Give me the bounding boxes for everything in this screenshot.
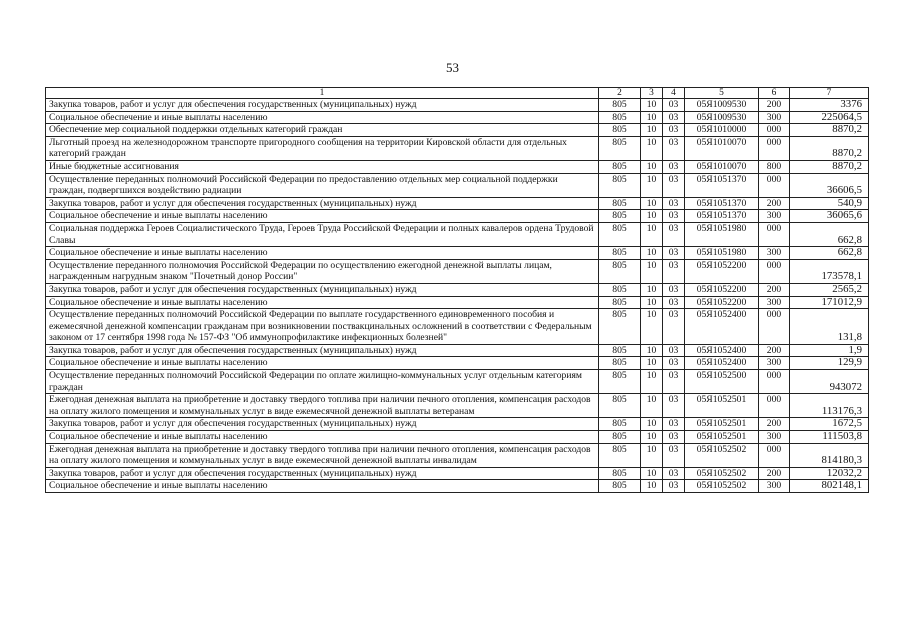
row-amount-cell: 3376 [790, 99, 869, 112]
row-expense-type-cell: 300 [759, 296, 790, 309]
row-target-article-cell: 05Я1052502 [685, 443, 759, 467]
row-section-cell: 10 [641, 418, 663, 431]
row-section-cell: 10 [641, 222, 663, 246]
row-section-cell: 10 [641, 247, 663, 260]
row-expense-type-cell: 000 [759, 136, 790, 160]
row-subsection-cell: 03 [663, 344, 685, 357]
row-amount-cell: 111503,8 [790, 431, 869, 444]
row-section-cell: 10 [641, 309, 663, 345]
row-department-cell: 805 [599, 480, 641, 493]
table-body [46, 99, 869, 493]
header-col-2: 2 [599, 88, 641, 99]
row-target-article-cell: 05Я1052400 [685, 344, 759, 357]
row-expense-type-cell: 300 [759, 111, 790, 124]
row-department-cell: 805 [599, 136, 641, 160]
row-section-cell: 10 [641, 370, 663, 394]
row-name-cell: Ежегодная денежная выплата на приобретение и доставку твердого топлива при наличии печного отопления, компенсация расходов на оплату жилого помещения и коммунальных услуг в виде ежемесячной денежной выплаты инвалидам [46, 443, 599, 467]
row-department-cell: 805 [599, 431, 641, 444]
row-target-article-cell: 05Я1051370 [685, 210, 759, 223]
row-subsection-cell: 03 [663, 99, 685, 112]
row-target-article-cell: 05Я1010070 [685, 136, 759, 160]
row-expense-type-cell: 200 [759, 197, 790, 210]
row-name-cell: Обеспечение мер социальной поддержки отдельных категорий граждан [46, 124, 599, 137]
table-row [46, 124, 869, 137]
row-department-cell: 805 [599, 418, 641, 431]
header-col-7: 7 [790, 88, 869, 99]
row-subsection-cell: 03 [663, 443, 685, 467]
row-subsection-cell: 03 [663, 357, 685, 370]
budget-table-container [45, 87, 868, 493]
table-row [46, 431, 869, 444]
row-expense-type-cell: 000 [759, 443, 790, 467]
row-department-cell: 805 [599, 210, 641, 223]
row-amount-cell: 12032,2 [790, 467, 869, 480]
row-target-article-cell: 05Я1009530 [685, 99, 759, 112]
row-expense-type-cell: 300 [759, 210, 790, 223]
row-department-cell: 805 [599, 111, 641, 124]
row-department-cell: 805 [599, 309, 641, 345]
row-department-cell: 805 [599, 247, 641, 260]
row-amount-cell: 662,8 [790, 247, 869, 260]
row-section-cell: 10 [641, 99, 663, 112]
row-name-cell: Иные бюджетные ассигнования [46, 160, 599, 173]
table-row [46, 296, 869, 309]
row-subsection-cell: 03 [663, 247, 685, 260]
row-target-article-cell: 05Я1052502 [685, 480, 759, 493]
row-amount-cell: 540,9 [790, 197, 869, 210]
row-target-article-cell: 05Я1051980 [685, 222, 759, 246]
table-row [46, 210, 869, 223]
row-subsection-cell: 03 [663, 197, 685, 210]
row-target-article-cell: 05Я1052501 [685, 431, 759, 444]
row-expense-type-cell: 300 [759, 357, 790, 370]
row-name-cell: Социальное обеспечение и иные выплаты населению [46, 111, 599, 124]
row-department-cell: 805 [599, 283, 641, 296]
row-target-article-cell: 05Я1009530 [685, 111, 759, 124]
table-row [46, 111, 869, 124]
row-section-cell: 10 [641, 357, 663, 370]
row-section-cell: 10 [641, 173, 663, 197]
row-name-cell: Социальная поддержка Героев Социалистического Труда, Героев Труда Российской Федерации и полных кавалеров ордена Трудовой Славы [46, 222, 599, 246]
table-row [46, 222, 869, 246]
row-amount-cell: 129,9 [790, 357, 869, 370]
table-row [46, 309, 869, 345]
row-amount-cell: 1,9 [790, 344, 869, 357]
row-subsection-cell: 03 [663, 210, 685, 223]
row-target-article-cell: 05Я1052200 [685, 296, 759, 309]
row-section-cell: 10 [641, 111, 663, 124]
row-subsection-cell: 03 [663, 480, 685, 493]
row-target-article-cell: 05Я1052501 [685, 394, 759, 418]
row-department-cell: 805 [599, 344, 641, 357]
row-expense-type-cell: 300 [759, 431, 790, 444]
row-target-article-cell: 05Я1052200 [685, 283, 759, 296]
row-section-cell: 10 [641, 394, 663, 418]
row-subsection-cell: 03 [663, 309, 685, 345]
header-col-3: 3 [641, 88, 663, 99]
row-name-cell: Ежегодная денежная выплата на приобретение и доставку твердого топлива при наличии печного отопления, компенсация расходов на оплату жилого помещения и коммунальных услуг в виде ежемесячной денежной выплаты ветеранам [46, 394, 599, 418]
row-section-cell: 10 [641, 124, 663, 137]
row-name-cell: Закупка товаров, работ и услуг для обеспечения государственных (муниципальных) нужд [46, 99, 599, 112]
row-amount-cell: 225064,5 [790, 111, 869, 124]
row-name-cell: Закупка товаров, работ и услуг для обеспечения государственных (муниципальных) нужд [46, 467, 599, 480]
row-expense-type-cell: 000 [759, 259, 790, 283]
row-target-article-cell: 05Я1010000 [685, 124, 759, 137]
row-department-cell: 805 [599, 394, 641, 418]
row-department-cell: 805 [599, 222, 641, 246]
row-department-cell: 805 [599, 173, 641, 197]
row-subsection-cell: 03 [663, 431, 685, 444]
row-subsection-cell: 03 [663, 222, 685, 246]
row-subsection-cell: 03 [663, 160, 685, 173]
row-section-cell: 10 [641, 197, 663, 210]
row-department-cell: 805 [599, 357, 641, 370]
row-expense-type-cell: 000 [759, 394, 790, 418]
row-expense-type-cell: 200 [759, 344, 790, 357]
row-target-article-cell: 05Я1052502 [685, 467, 759, 480]
row-section-cell: 10 [641, 443, 663, 467]
table-row [46, 259, 869, 283]
table-row [46, 418, 869, 431]
table-row [46, 357, 869, 370]
row-department-cell: 805 [599, 259, 641, 283]
row-expense-type-cell: 200 [759, 99, 790, 112]
row-target-article-cell: 05Я1052501 [685, 418, 759, 431]
row-amount-cell: 814180,3 [790, 443, 869, 467]
table-row [46, 370, 869, 394]
row-name-cell: Льготный проезд на железнодорожном транспорте пригородного сообщения на территории Кировской области для отдельных категорий граждан [46, 136, 599, 160]
row-expense-type-cell: 300 [759, 480, 790, 493]
row-name-cell: Закупка товаров, работ и услуг для обеспечения государственных (муниципальных) нужд [46, 418, 599, 431]
row-amount-cell: 36606,5 [790, 173, 869, 197]
row-amount-cell: 36065,6 [790, 210, 869, 223]
row-expense-type-cell: 200 [759, 418, 790, 431]
row-section-cell: 10 [641, 160, 663, 173]
row-expense-type-cell: 800 [759, 160, 790, 173]
row-name-cell: Осуществление переданного полномочия Российской Федерации по осуществлению ежегодной денежной выплаты лицам, награжденным нагрудным знаком "Почетный донор России" [46, 259, 599, 283]
row-subsection-cell: 03 [663, 124, 685, 137]
row-amount-cell: 2565,2 [790, 283, 869, 296]
row-subsection-cell: 03 [663, 370, 685, 394]
row-department-cell: 805 [599, 467, 641, 480]
row-target-article-cell: 05Я1052400 [685, 309, 759, 345]
row-expense-type-cell: 000 [759, 309, 790, 345]
row-name-cell: Осуществление переданных полномочий Российской Федерации по выплате государственного единовременного пособия и ежемесячной денежной компенсации гражданам при возникновении поствакцинальных осложнений в соответствии с Федеральным законом от 17 сентября 1998 года № 157-ФЗ "Об иммунопрофилактике инфекционных болезней" [46, 309, 599, 345]
row-name-cell: Социальное обеспечение и иные выплаты населению [46, 431, 599, 444]
row-name-cell: Закупка товаров, работ и услуг для обеспечения государственных (муниципальных) нужд [46, 283, 599, 296]
row-amount-cell: 8870,2 [790, 136, 869, 160]
row-expense-type-cell: 000 [759, 173, 790, 197]
row-amount-cell: 8870,2 [790, 160, 869, 173]
row-subsection-cell: 03 [663, 296, 685, 309]
row-subsection-cell: 03 [663, 173, 685, 197]
row-section-cell: 10 [641, 283, 663, 296]
table-row [46, 160, 869, 173]
row-section-cell: 10 [641, 210, 663, 223]
row-name-cell: Закупка товаров, работ и услуг для обеспечения государственных (муниципальных) нужд [46, 197, 599, 210]
row-amount-cell: 131,8 [790, 309, 869, 345]
row-amount-cell: 173578,1 [790, 259, 869, 283]
row-section-cell: 10 [641, 296, 663, 309]
row-name-cell: Социальное обеспечение и иные выплаты населению [46, 480, 599, 493]
row-department-cell: 805 [599, 296, 641, 309]
row-name-cell: Осуществление переданных полномочий Российской Федерации по предоставлению отдельных мер социальной поддержки граждан, подвергшихся воздействию радиации [46, 173, 599, 197]
row-department-cell: 805 [599, 443, 641, 467]
row-expense-type-cell: 200 [759, 467, 790, 480]
row-expense-type-cell: 200 [759, 283, 790, 296]
row-expense-type-cell: 300 [759, 247, 790, 260]
row-amount-cell: 8870,2 [790, 124, 869, 137]
row-department-cell: 805 [599, 160, 641, 173]
row-target-article-cell: 05Я1052200 [685, 259, 759, 283]
table-row [46, 247, 869, 260]
row-name-cell: Социальное обеспечение и иные выплаты населению [46, 357, 599, 370]
row-section-cell: 10 [641, 136, 663, 160]
row-department-cell: 805 [599, 197, 641, 210]
table-row [46, 344, 869, 357]
row-department-cell: 805 [599, 124, 641, 137]
row-name-cell: Закупка товаров, работ и услуг для обеспечения государственных (муниципальных) нужд [46, 344, 599, 357]
row-section-cell: 10 [641, 467, 663, 480]
row-section-cell: 10 [641, 344, 663, 357]
table-row [46, 136, 869, 160]
header-col-5: 5 [685, 88, 759, 99]
row-expense-type-cell: 000 [759, 222, 790, 246]
row-section-cell: 10 [641, 480, 663, 493]
row-amount-cell: 113176,3 [790, 394, 869, 418]
header-col-4: 4 [663, 88, 685, 99]
row-subsection-cell: 03 [663, 394, 685, 418]
row-name-cell: Осуществление переданных полномочий Российской Федерации по оплате жилищно-коммунальных услуг отдельным категориям граждан [46, 370, 599, 394]
row-target-article-cell: 05Я1051370 [685, 173, 759, 197]
row-amount-cell: 662,8 [790, 222, 869, 246]
row-name-cell: Социальное обеспечение и иные выплаты населению [46, 247, 599, 260]
row-target-article-cell: 05Я1051980 [685, 247, 759, 260]
row-amount-cell: 802148,1 [790, 480, 869, 493]
row-target-article-cell: 05Я1052400 [685, 357, 759, 370]
row-section-cell: 10 [641, 259, 663, 283]
row-subsection-cell: 03 [663, 283, 685, 296]
row-target-article-cell: 05Я1052500 [685, 370, 759, 394]
table-row [46, 467, 869, 480]
row-subsection-cell: 03 [663, 418, 685, 431]
row-name-cell: Социальное обеспечение и иные выплаты населению [46, 296, 599, 309]
row-name-cell: Социальное обеспечение и иные выплаты населению [46, 210, 599, 223]
budget-table [45, 87, 869, 493]
table-row [46, 480, 869, 493]
row-subsection-cell: 03 [663, 259, 685, 283]
row-target-article-cell: 05Я1051370 [685, 197, 759, 210]
header-col-6: 6 [759, 88, 790, 99]
table-row [46, 197, 869, 210]
table-row [46, 99, 869, 112]
row-amount-cell: 171012,9 [790, 296, 869, 309]
row-department-cell: 805 [599, 370, 641, 394]
table-row [46, 443, 869, 467]
table-row [46, 283, 869, 296]
row-amount-cell: 1672,5 [790, 418, 869, 431]
row-subsection-cell: 03 [663, 111, 685, 124]
row-target-article-cell: 05Я1010070 [685, 160, 759, 173]
table-row [46, 394, 869, 418]
header-row [46, 88, 869, 99]
table-row [46, 173, 869, 197]
row-subsection-cell: 03 [663, 467, 685, 480]
row-expense-type-cell: 000 [759, 370, 790, 394]
header-col-1: 1 [46, 88, 599, 99]
row-section-cell: 10 [641, 431, 663, 444]
row-amount-cell: 943072 [790, 370, 869, 394]
row-subsection-cell: 03 [663, 136, 685, 160]
row-department-cell: 805 [599, 99, 641, 112]
page-number: 53 [446, 60, 459, 75]
row-expense-type-cell: 000 [759, 124, 790, 137]
